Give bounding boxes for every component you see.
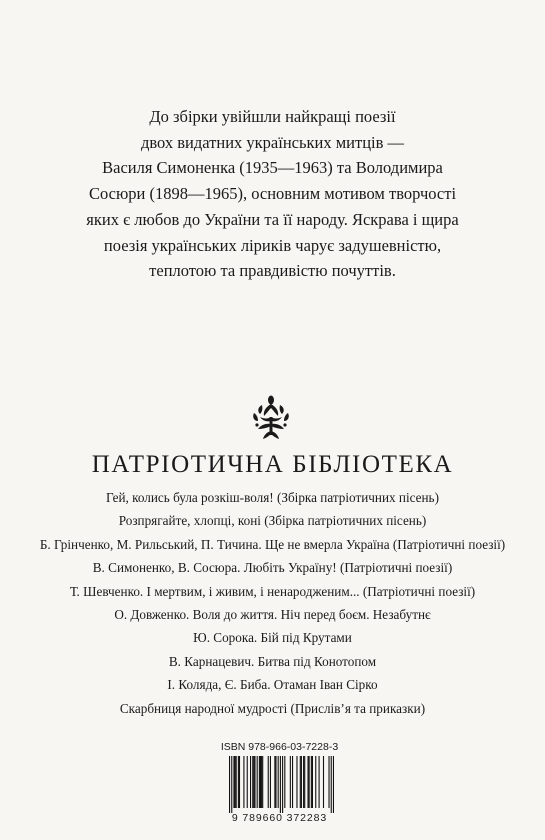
barcode-bar xyxy=(260,756,261,808)
barcode-bar xyxy=(231,756,232,813)
barcode-bar xyxy=(275,756,276,808)
barcode-bar xyxy=(235,756,236,808)
barcode-bar xyxy=(243,756,244,808)
annotation-line: двох видатних українських митців — xyxy=(140,132,405,152)
barcode-bar xyxy=(315,756,316,808)
annotation-line: До збірки увійшли найкращі поезії xyxy=(149,107,396,126)
barcode-bar xyxy=(331,756,332,813)
barcode-bar xyxy=(236,756,237,808)
list-item: Ю. Сорока. Бій під Крутами xyxy=(193,630,352,646)
barcode-bar xyxy=(282,756,283,813)
list-item: Б. Грінченко, М. Рильський, П. Тичина. Ще не вмерла Україна (Патріотичні поезії) xyxy=(39,536,506,552)
barcode-bar xyxy=(261,756,262,808)
list-item: Розпрягайте, хлопці, коні (Збірка патріотичних пісень) xyxy=(118,513,427,529)
barcode-bar xyxy=(274,756,275,808)
barcode-bar xyxy=(280,756,281,813)
annotation-line: Василя Симоненка (1935—1963) та Володимира xyxy=(102,158,443,178)
barcode-bar xyxy=(292,756,293,808)
list-item: О. Довженко. Воля до життя. Ніч перед боєм. Незабутнє xyxy=(114,607,431,623)
floral-ornament-icon xyxy=(248,395,294,441)
barcode-bar xyxy=(319,756,320,808)
barcode-bar xyxy=(238,756,239,808)
barcode-bar xyxy=(250,756,251,808)
barcode-bar xyxy=(239,756,240,808)
barcode-bar xyxy=(268,756,269,808)
barcode-bar xyxy=(284,756,285,808)
list-item: Т. Шевченко. І мертвим, і живим, і ненародженим... (Патріотичні поезії) xyxy=(69,583,476,599)
barcode-bar xyxy=(247,756,248,808)
annotation-line: Сосюри (1898—1965), основним мотивом творчості xyxy=(88,184,457,204)
barcode-bar xyxy=(301,756,302,808)
isbn-number: ISBN 978-966-03-7228-3 xyxy=(220,741,339,753)
barcode-bar xyxy=(300,756,301,808)
barcode-bar xyxy=(312,756,313,808)
barcode-bar xyxy=(328,756,329,808)
barcode-bar xyxy=(296,756,297,808)
barcode-bars xyxy=(229,756,334,813)
barcode-bar xyxy=(304,756,305,808)
barcode-bar xyxy=(262,756,263,808)
barcode-bar xyxy=(233,756,234,808)
barcode-bar xyxy=(307,756,308,808)
series-title: ПАТРІОТИЧНА БІБЛІОТЕКА xyxy=(91,451,454,478)
barcode-bar xyxy=(259,756,260,808)
annotation-line: яких є любов до України та її народу. Яскрава і щира xyxy=(86,209,459,229)
annotation-line: теплотою та правдивістю почуттів. xyxy=(149,261,396,281)
barcode-bar xyxy=(278,756,279,808)
isbn-barcode xyxy=(219,741,340,826)
list-item: В. Симоненко, В. Сосюра. Любіть Україну! (Патріотичні поезії) xyxy=(92,560,453,576)
barcode-digits: 9 789660 372283 xyxy=(231,812,328,824)
barcode-bar xyxy=(254,756,255,808)
barcode-bar xyxy=(257,756,258,808)
series-book-list xyxy=(0,486,545,720)
list-item: В. Карнацевич. Битва під Конотопом xyxy=(168,653,377,669)
annotation-line: поезія українських ліриків чарує задушевністю, xyxy=(103,235,442,255)
barcode-bar xyxy=(253,756,254,808)
barcode-bar xyxy=(290,756,291,808)
barcode-bar xyxy=(229,756,230,813)
list-item: Гей, колись була розкіш-воля! (Збірка патріотичних пісень) xyxy=(106,490,439,505)
barcode-bar xyxy=(311,756,312,808)
list-item: І. Коляда, Є. Биба. Отаман Іван Сірко xyxy=(167,677,378,693)
barcode-bar xyxy=(270,756,271,808)
barcode-bar xyxy=(303,756,304,808)
barcode-bar xyxy=(252,756,253,808)
barcode-bar xyxy=(333,756,334,813)
list-item: Скарбниця народної мудрості (Прислів’я та приказки) xyxy=(119,700,426,716)
book-annotation xyxy=(0,104,545,284)
barcode-bar xyxy=(323,756,324,808)
barcode-bar xyxy=(309,756,310,808)
